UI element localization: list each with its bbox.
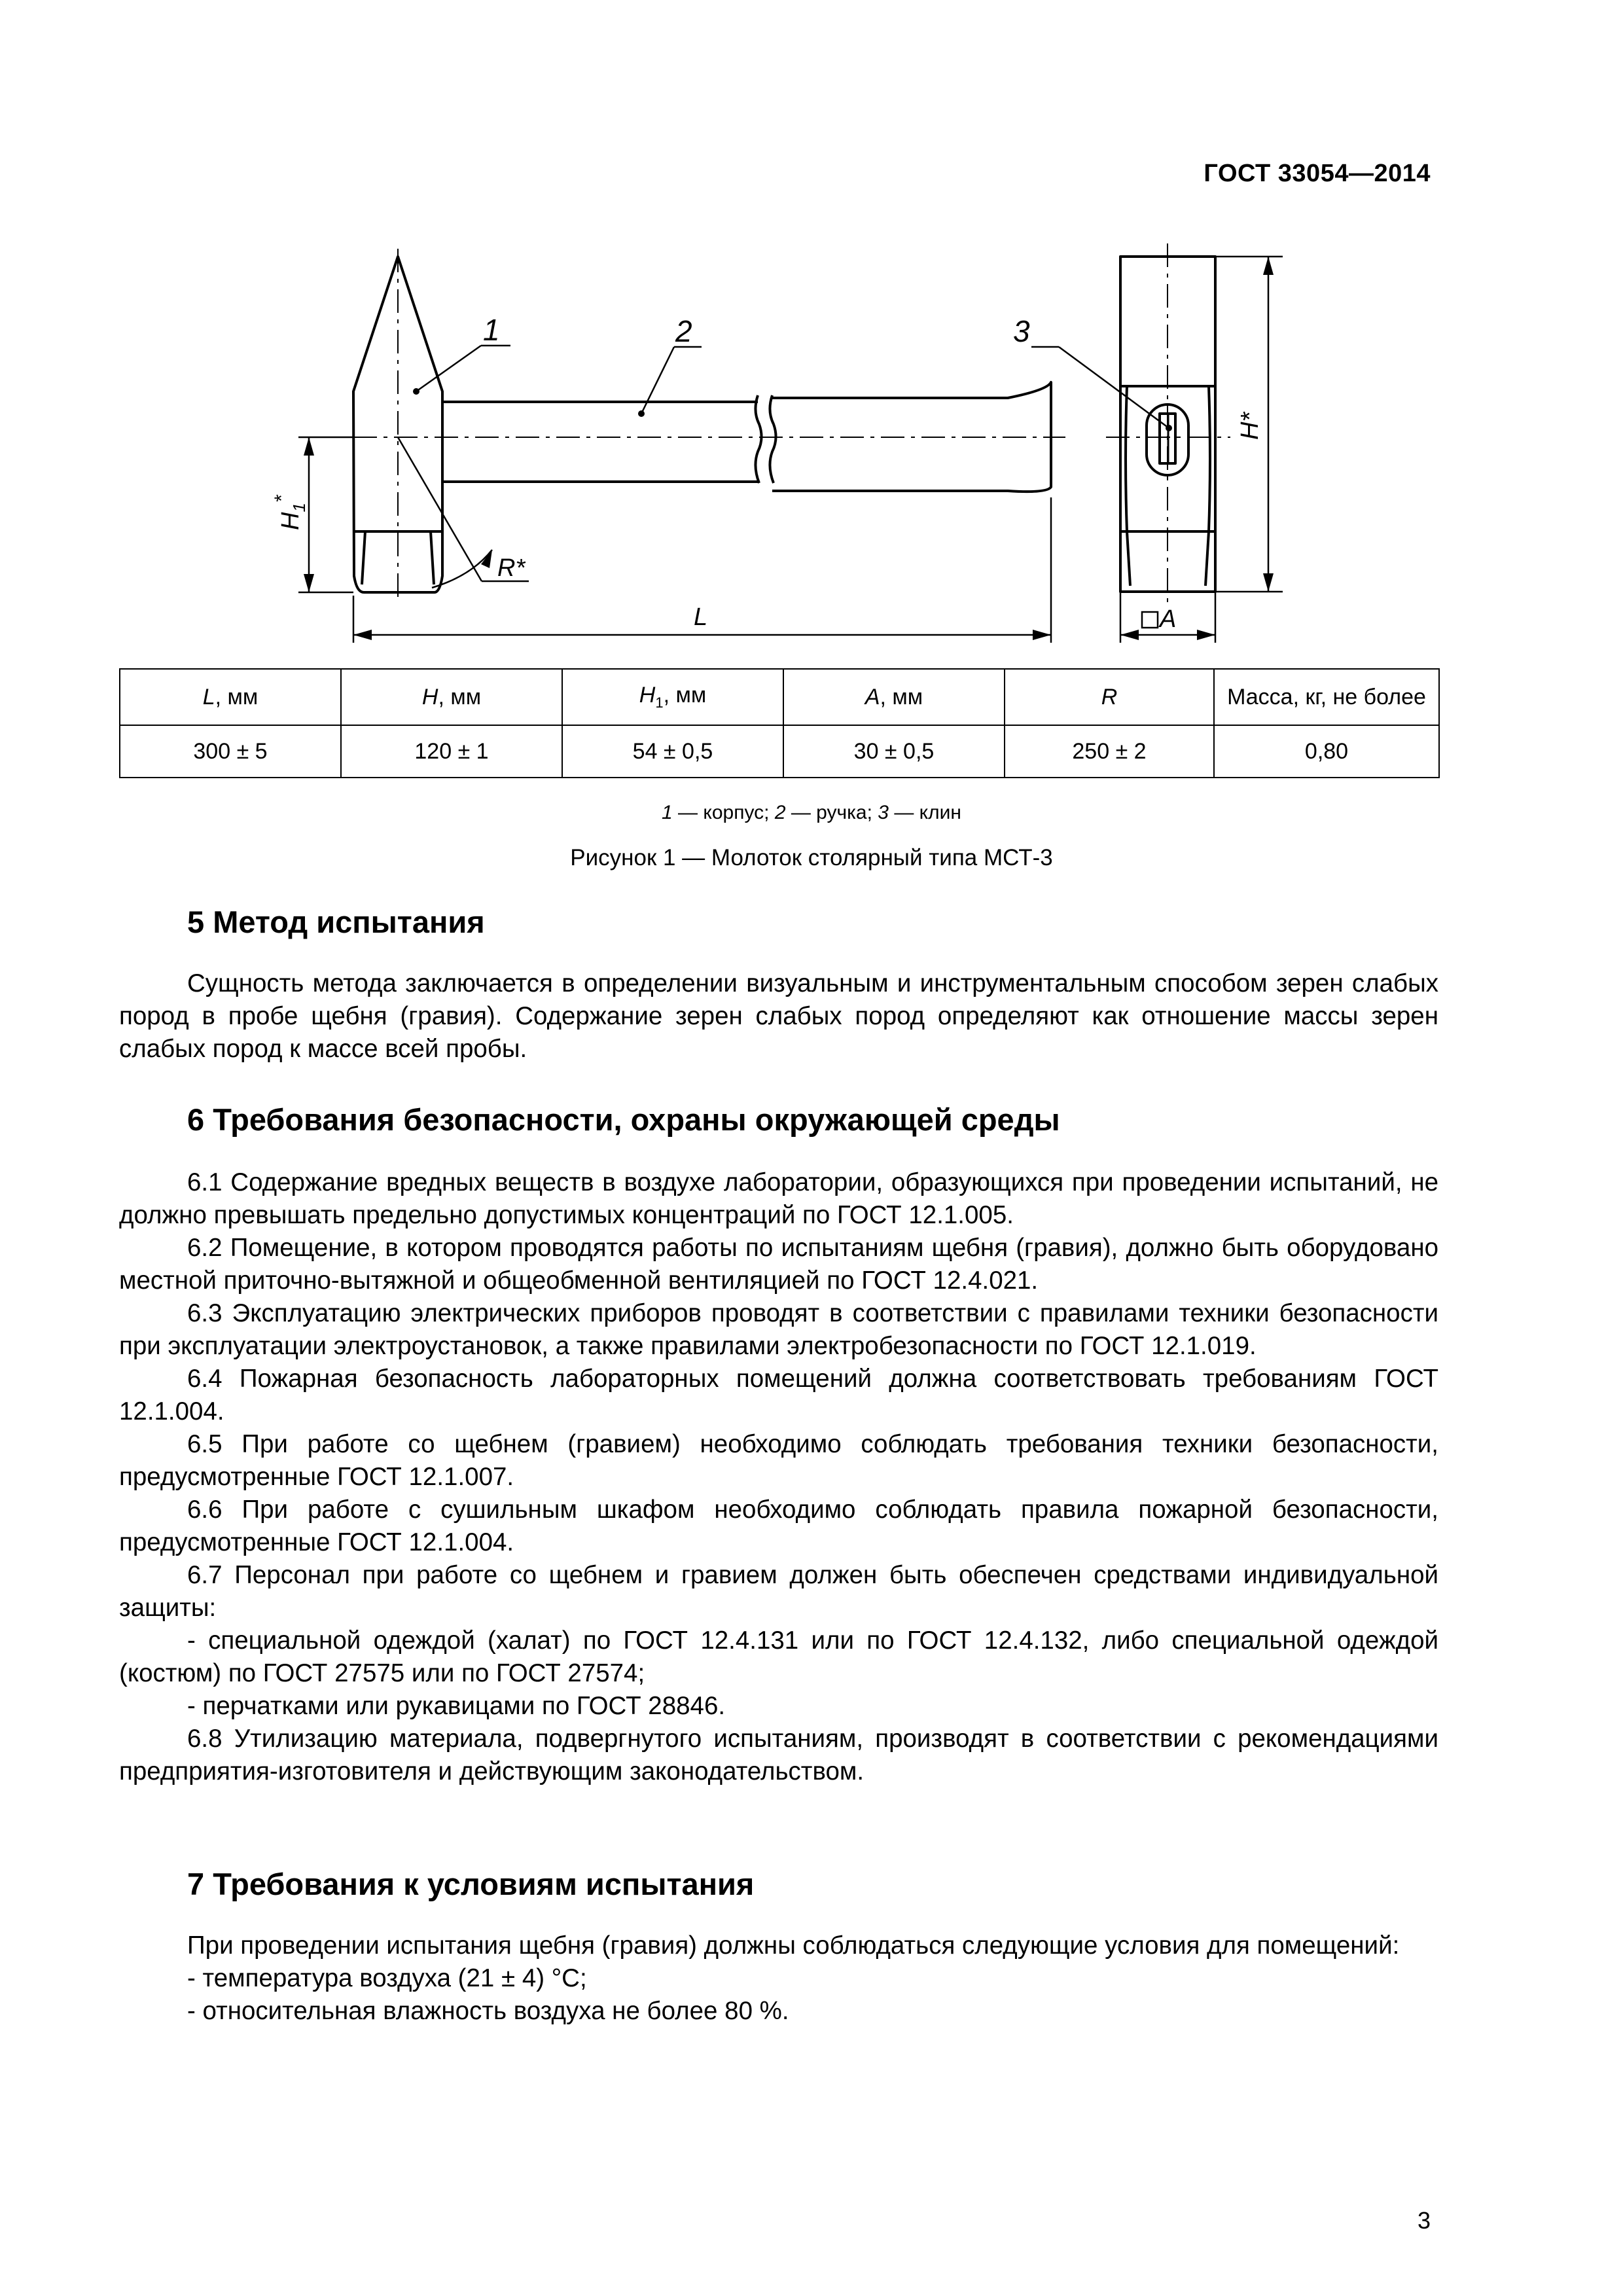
label-3: 3	[1013, 314, 1030, 348]
section-7-text	[119, 1929, 1438, 2028]
page-number: 3	[1417, 2207, 1431, 2234]
label-H1: $H_1^*$	[271, 495, 309, 530]
cell-R: 250 ± 2	[1005, 725, 1214, 778]
label-2: 2	[675, 314, 692, 348]
dimensions-table	[119, 668, 1440, 778]
document-code-header: ГОСТ 33054—2014	[1204, 160, 1431, 187]
clause-6-4: 6.4 Пожарная безопасность лабораторных помещений должна соответствовать требованиям ГОСТ 12.1.004.	[119, 1365, 1438, 1426]
section-5-title: 5 Метод испытания	[187, 905, 485, 939]
condition-humidity: - относительная влажность воздуха не более 80 %.	[187, 1997, 789, 2025]
label-H: H*	[1236, 412, 1264, 440]
clause-6-8: 6.8 Утилизацию материала, подвергнутого испытаниям, производят в соответствии с рекомендациями предприятия-изготовителя и действующим законодательством.	[119, 1725, 1438, 1785]
table-row	[120, 725, 1439, 778]
clause-6-2: 6.2 Помещение, в котором проводятся работы по испытаниям щебня (гравия), должно быть оборудовано местной приточно-вытяжной и общеобменной вентиляцией по ГОСТ 12.4.021.	[119, 1234, 1438, 1295]
col-header-H1: $H_1$, мм	[562, 669, 783, 725]
clause-6-7-item-1: - специальной одеждой (халат) по ГОСТ 12.4.131 или по ГОСТ 12.4.132, либо специальной одеждой (костюм) по ГОСТ 27575 или по ГОСТ 27574;	[119, 1626, 1438, 1687]
clause-6-3: 6.3 Эксплуатацию электрических приборов проводят в соответствии с правилами техники безопасности при эксплуатации электроустановок, а также правилами электробезопасности по ГОСТ 12.1.019.	[119, 1299, 1438, 1360]
section-7-title: 7 Требования к условиям испытания	[187, 1867, 755, 1901]
clause-6-7-item-2: - перчатками или рукавицами по ГОСТ 28846.	[187, 1692, 726, 1720]
table-header-row	[120, 669, 1439, 725]
section-6-text	[119, 1166, 1438, 1788]
col-header-L: L, мм	[120, 669, 341, 725]
figure-caption: Рисунок 1 — Молоток столярный типа МСТ-3	[570, 845, 1053, 870]
condition-temperature: - температура воздуха (21 ± 4) °С;	[187, 1964, 587, 1992]
cell-mass: 0,80	[1214, 725, 1439, 778]
clause-6-1: 6.1 Содержание вредных веществ в воздухе лаборатории, образующихся при проведении испытаний, не должно превышать предельно допустимых концентраций по ГОСТ 12.1.005.	[119, 1168, 1438, 1229]
figure-legend: 1 — корпус; 2 — ручка; 3 — клин	[662, 802, 961, 823]
cell-L: 300 ± 5	[120, 725, 341, 778]
cell-H: 120 ± 1	[341, 725, 562, 778]
clause-6-5: 6.5 При работе со щебнем (гравием) необходимо соблюдать требования техники безопасности, предусмотренные ГОСТ 12.1.007.	[119, 1430, 1438, 1491]
col-header-H: H, мм	[341, 669, 562, 725]
col-header-R: R	[1005, 669, 1214, 725]
section-6-title: 6 Требования безопасности, охраны окружающей среды	[187, 1102, 1060, 1137]
section-5-paragraph: Сущность метода заключается в определении визуальным и инструментальным способом зерен слабых пород в пробе щебня (гравия). Содержание зерен слабых пород определяют как отношение массы зерен слабых пород к массе всей пробы.	[119, 969, 1438, 1063]
label-L: L	[694, 603, 708, 631]
hammer-technical-drawing	[0, 0, 1623, 655]
section-7-paragraph: При проведении испытания щебня (гравия) должны соблюдаться следующие условия для помещений:	[187, 1931, 1400, 1960]
clause-6-6: 6.6 При работе с сушильным шкафом необходимо соблюдать правила пожарной безопасности, предусмотренные ГОСТ 12.1.004.	[119, 1496, 1438, 1556]
label-A: A	[1160, 605, 1177, 633]
col-header-mass: Масса, кг, не более	[1214, 669, 1439, 725]
label-R: R*	[497, 554, 526, 582]
clause-6-7: 6.7 Персонал при работе со щебнем и гравием должен быть обеспечен средствами индивидуальной защиты:	[119, 1561, 1438, 1622]
cell-A: 30 ± 0,5	[783, 725, 1005, 778]
label-1: 1	[483, 313, 500, 347]
section-5-text	[119, 967, 1438, 1066]
col-header-A: A, мм	[783, 669, 1005, 725]
cell-H1: 54 ± 0,5	[562, 725, 783, 778]
